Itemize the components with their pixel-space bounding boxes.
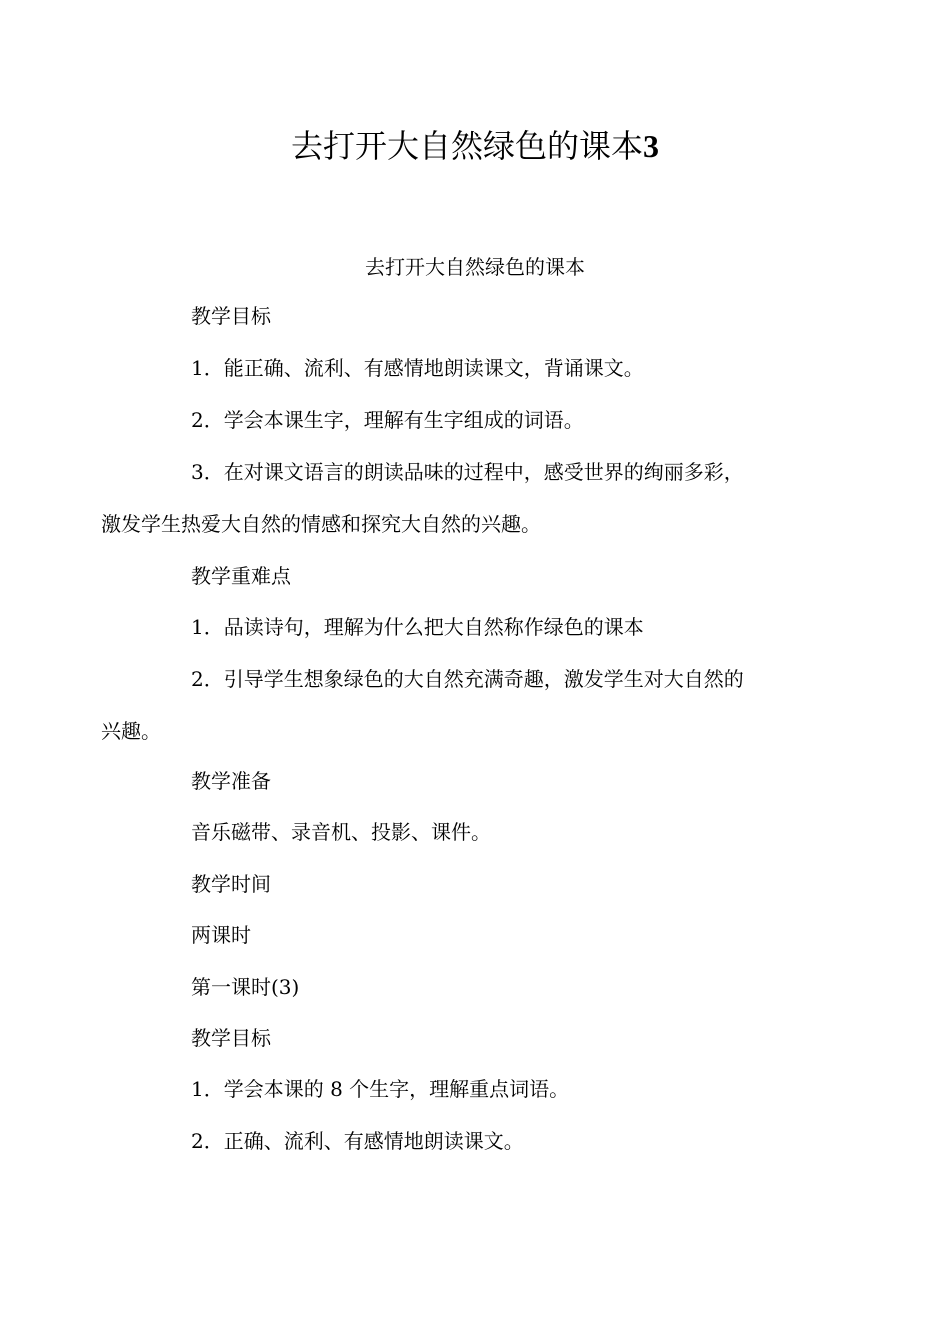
lesson-goal-item-1: 1．学会本课的 8 个生字，理解重点词语。 bbox=[191, 1077, 570, 1101]
section-heading-first-lesson: 第一课时(3) bbox=[191, 975, 300, 999]
lesson-goal-item-2: 2．正确、流利、有感情地朗读课文。 bbox=[191, 1129, 524, 1153]
section-heading-teaching-goals-2: 教学目标 bbox=[191, 1026, 271, 1050]
document-title bbox=[0, 122, 950, 170]
section-heading-key-points: 教学重难点 bbox=[191, 564, 291, 588]
goal-item-3-line-2: 激发学生热爱大自然的情感和探究大自然的兴趣。 bbox=[101, 512, 541, 536]
key-point-item-2-line-1: 2．引导学生想象绿色的大自然充满奇趣，激发学生对大自然的 bbox=[191, 667, 744, 691]
section-heading-preparation: 教学准备 bbox=[191, 769, 271, 793]
time-text: 两课时 bbox=[191, 923, 251, 947]
key-point-item-2 bbox=[101, 653, 810, 757]
section-heading-teaching-goals: 教学目标 bbox=[191, 304, 271, 328]
goal-item-1: 1．能正确、流利、有感情地朗读课文，背诵课文。 bbox=[191, 356, 644, 380]
preparation-text: 音乐磁带、录音机、投影、课件。 bbox=[191, 820, 491, 844]
key-point-item-1: 1．品读诗句，理解为什么把大自然称作绿色的课本 bbox=[191, 615, 644, 639]
document-title-number: 3 bbox=[643, 128, 659, 164]
document-subtitle: 去打开大自然绿色的课本 bbox=[365, 255, 585, 279]
key-point-item-2-line-2: 兴趣。 bbox=[101, 719, 161, 743]
goal-item-3 bbox=[101, 446, 810, 550]
section-heading-time: 教学时间 bbox=[191, 872, 271, 896]
goal-item-3-line-1: 3．在对课文语言的朗读品味的过程中，感受世界的绚丽多彩， bbox=[191, 460, 744, 484]
document-title-text: 去打开大自然绿色的课本 bbox=[290, 127, 643, 165]
goal-item-2: 2．学会本课生字，理解有生字组成的词语。 bbox=[191, 408, 584, 432]
